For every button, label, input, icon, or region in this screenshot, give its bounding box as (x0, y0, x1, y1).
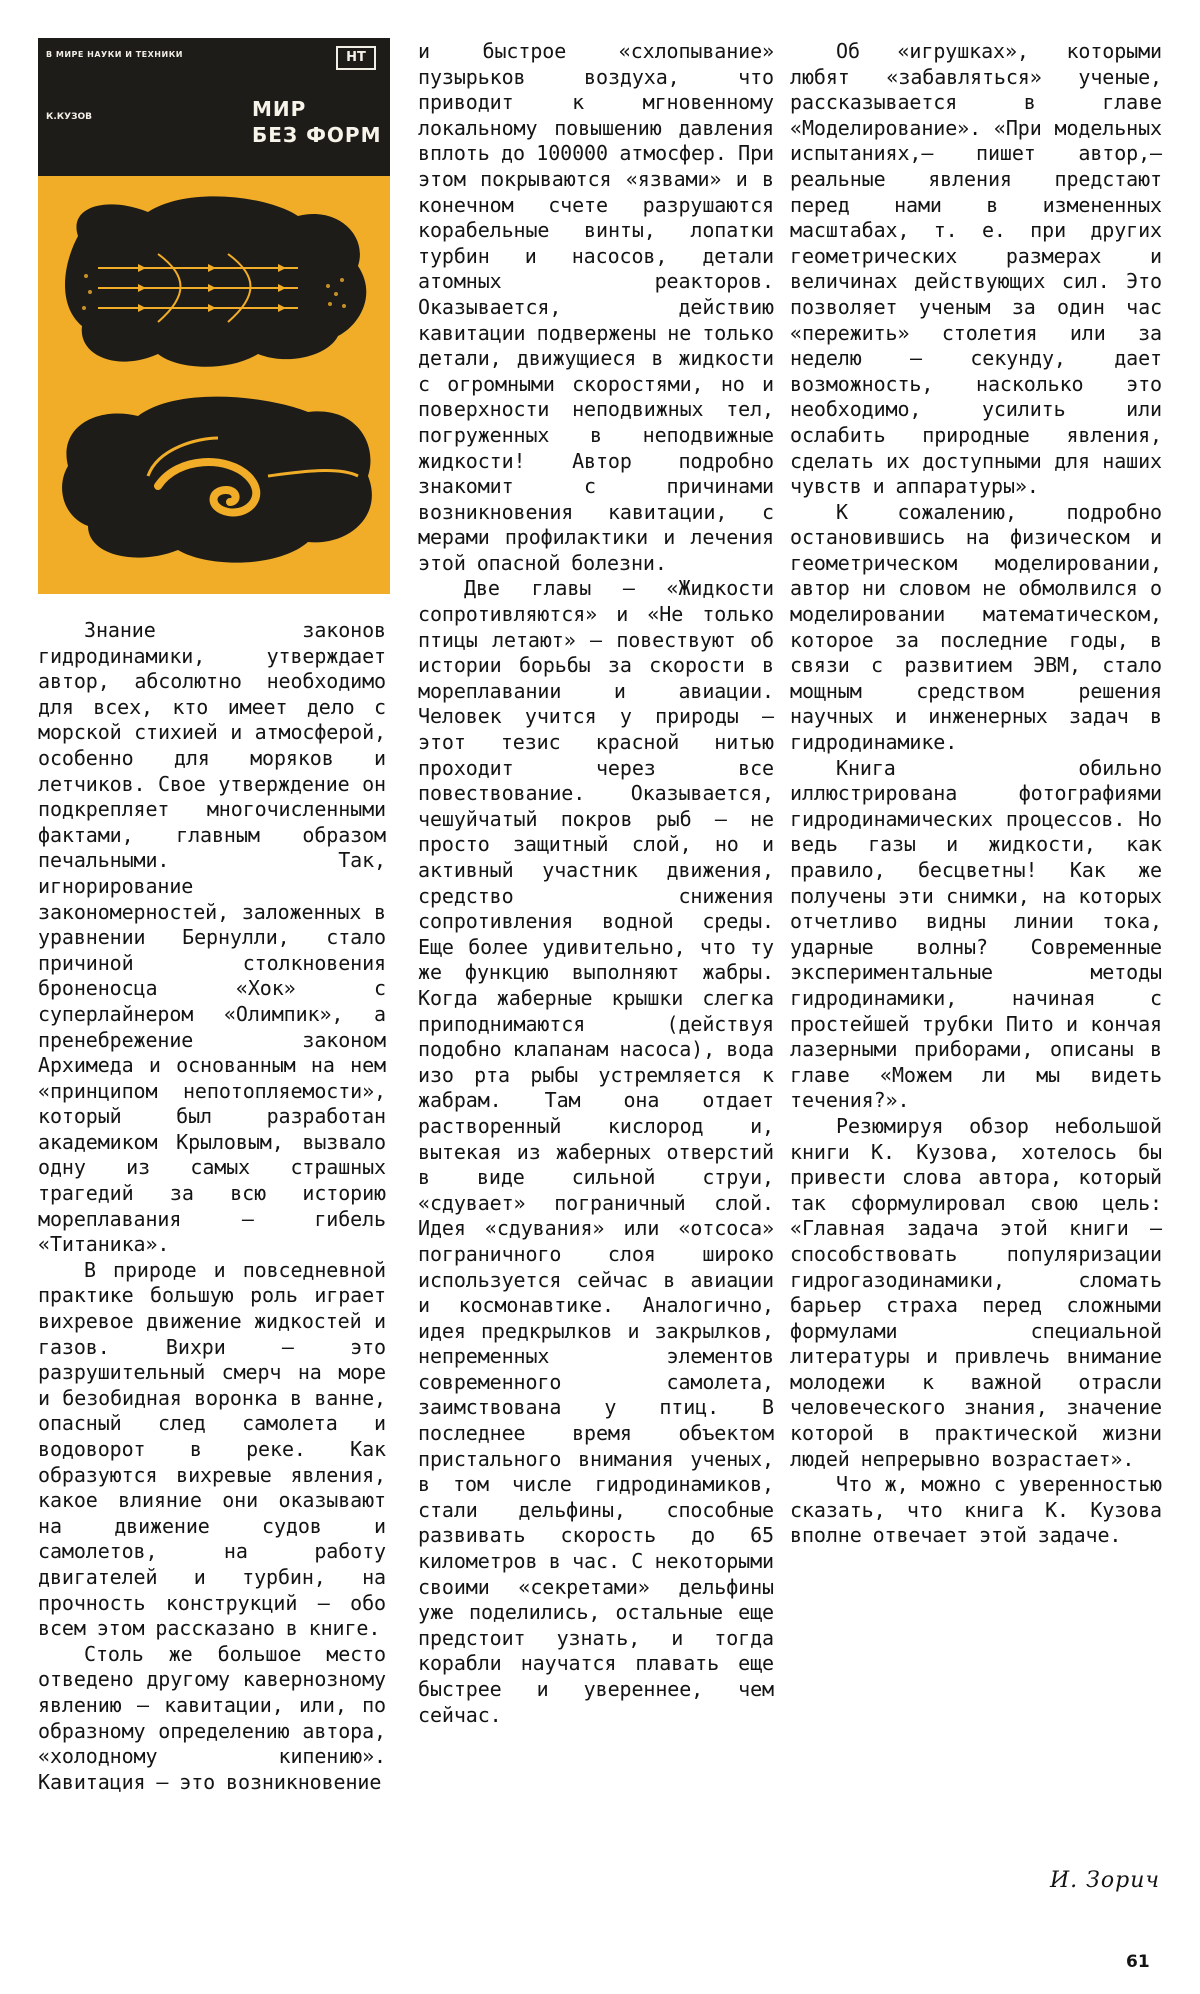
page-number: 61 (1126, 1952, 1150, 1972)
paragraph: В природе и повседневной практике большую роль играет вихревое движение жидкостей и газов. Вихри — это разрушительный смерч на море и безобидная воронка в ванне, опасный след самолета и водоворот в реке. Как образуются вихревые явления, какое влияние они оказывают на движение судов и самолетов, на работу двигателей и турбин, на прочность конструкций — обо всем этом рассказано в книге. (38, 1257, 386, 1641)
cover-illustration (38, 176, 390, 594)
paragraph: Резюмируя обзор небольшой книги К. Кузова, хотелось бы привести слова автора, который так сформулировал свою цель: «Главная задача этой книги — способствовать популяризации гидрогазодинамики, сломать барьер страха перед сложными формулами специальной литературы и привлечь внимание молодежи к важной отрасли человеческого знания, значение которой в практической жизни людей непрерывно возрастает». (790, 1113, 1162, 1471)
left-column (38, 618, 386, 1795)
paragraph: Столь же большое место отведено другому кавернозному явлению — кавитации, или, по образному определению автора, «холодному кипению». Кавитация — это возникновение (38, 1641, 386, 1794)
paragraph: и быстрое «схлопывание» пузырьков воздуха, что приводит к мгновенному локальному повышению давления вплоть до 100000 атмосфер. При этом покрываются «язвами» и в конечном счете разрушаются корабельные винты, лопатки турбин и насосов, детали атомных реакторов. Оказывается, действию кавитации подвержены не только детали, движущиеся в жидкости с огромными скоростями, но и поверхности неподвижных тел, погруженных в неподвижные жидкости! Автор подробно знакомит с причинами возникновения кавитации, с мерами профилактики и лечения этой опасной болезни. (418, 39, 774, 575)
paragraph: Что ж, можно с уверенностью сказать, что книга К. Кузова вполне отвечает этой задаче. (790, 1472, 1162, 1548)
middle-column (418, 39, 774, 1728)
cover-title: МИР БЕЗ ФОРМ (252, 97, 382, 147)
cover-series-label: В МИРЕ НАУКИ И ТЕХНИКИ (46, 50, 183, 59)
cover-title-band (38, 38, 390, 176)
cover-author: К.КУЗОВ (46, 112, 92, 122)
cover-upper-blob (65, 196, 366, 366)
cover-lower-blob (62, 397, 372, 563)
book-cover-image (38, 38, 390, 594)
right-column (790, 39, 1162, 1549)
paragraph: Об «игрушках», которыми любят «забавляться» ученые, рассказывается в главе «Моделирование». «При модельных испытаниях,— пишет автор,— реальные явления предстают перед нами в измененных масштабах, т. е. при других геометрических размерах и величинах действующих сил. Это позволяет ученым за один час «пережить» столетия или за неделю — секунду, дает возможность, насколько это необходимо, усилить или ослабить природные явления, сделать их доступными для наших чувств и аппаратуры». (790, 39, 1162, 499)
paragraph: Книга обильно иллюстрирована фотографиями гидродинамических процессов. Но ведь газы и жидкости, как правило, бесцветны! Как же получены эти снимки, на которых отчетливо видны линии тока, ударные волны? Современные экспериментальные методы гидродинамики, начиная с простейшей трубки Пито и кончая лазерными приборами, описаны в главе «Можем ли мы видеть течения?». (790, 755, 1162, 1113)
paragraph: Две главы — «Жидкости сопротивляются» и «Не только птицы летают» — повествуют об истории борьбы за скорости в мореплавании и авиации. Человек учится у природы — этот тезис красной нитью проходит через все повествование. Оказывается, чешуйчатый покров рыб — не просто защитный слой, но и активный участник движения, средство снижения сопротивления водной среды. Еще более удивительно, что ту же функцию выполняют жабры. Когда жаберные крышки слегка приподнимаются (действуя подобно клапанам насоса), вода изо рта рыбы устремляется к жабрам. Там она отдает растворенный кислород и, вытекая из жаберных отверстий в виде сильной струи, «сдувает» пограничный слой. Идея «сдувания» или «отсоса» пограничного слоя широко используется сейчас в авиации и космонавтике. Аналогично, идея предкрылков и закрылков, непременных элементов современного самолета, заимствована у птиц. В последнее время объектом пристального внимания ученых, в том числе гидродинамиков, стали дельфины, способные развивать скорость до 65 километров в час. С некоторыми своими «секретами» дельфины уже поделились, остальные еще предстоит узнать, и тогда корабли научатся плавать еще быстрее и увереннее, чем сейчас. (418, 576, 774, 1727)
paragraph: Знание законов гидродинамики, утверждает автор, абсолютно необходимо для всех, кто имеет дело с морской стихией и атмосферой, особенно для моряков и летчиков. Свое утверждение он подкрепляет многочисленными фактами, главным образом печальными. Так, игнорирование закономерностей, заложенных в уравнении Бернулли, стало причиной столкновения броненосца «Хок» с суперлайнером «Олимпик», а пренебрежение законом Архимеда и основанным на нем «принципом непотопляемости», который был разработан академиком Крыловым, вызвало одну из самых страшных трагедий за всю историю мореплавания — гибель «Титаника». (38, 618, 386, 1257)
author-signature: И. Зорич (1050, 1868, 1161, 1893)
paragraph: К сожалению, подробно остановившись на физическом и геометрическом моделировании, автор ни словом не обмолвился о моделировании математическом, которое за последние годы, в связи с развитием ЭВМ, стало мощным средством решения научных и инженерных задач в гидродинамике. (790, 499, 1162, 755)
cover-logo-icon: НТ (336, 46, 376, 70)
